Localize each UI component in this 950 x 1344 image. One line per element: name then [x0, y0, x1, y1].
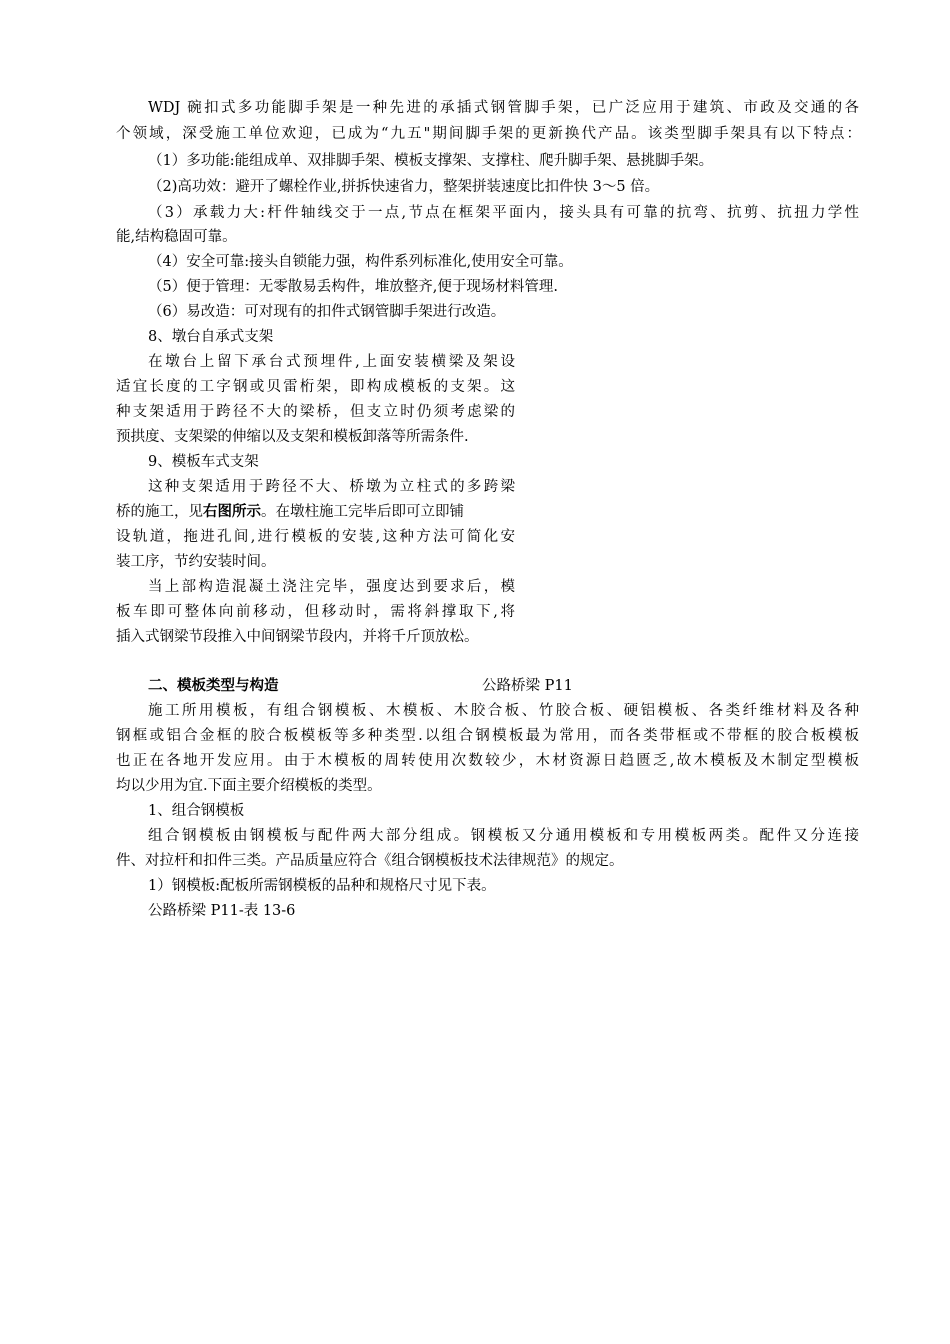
feature-item-5: （5）便于管理：无零散易丢构件，堆放整齐,便于现场材料管理.: [148, 279, 558, 295]
figure-reference: 右图所示: [203, 503, 261, 520]
subsection-1-line-2: 件、对拉杆和扣件三类。产品质量应符合《组合钢模板技术法律规范》的规定。: [116, 853, 624, 869]
part-2-paragraph-line-4: 均以少用为宜.下面主要介绍模板的类型。: [116, 778, 382, 794]
section-9-line-6: 板车即可整体向前移动，但移动时，需将斜撑取下,将: [116, 604, 515, 620]
section-8-line-4: 预拱度、支架梁的伸缩以及支架和模板卸落等所需条件.: [116, 429, 469, 445]
section-9-line-2: [116, 502, 464, 522]
section-9-heading: 9、模板车式支架: [148, 454, 259, 470]
section-9-line-1: 这种支架适用于跨径不大、桥墩为立柱式的多跨梁: [148, 479, 515, 495]
feature-item-6: （6）易改造：可对现有的扣件式钢管脚手架进行改造。: [148, 304, 506, 320]
section-8-line-1: 在墩台上留下承台式预埋件,上面安装横梁及架设: [148, 354, 515, 370]
section-9-line-3: 设轨道，拖进孔间,进行模板的安装,这种方法可简化安: [116, 529, 515, 545]
section-8-heading: 8、墩台自承式支架: [148, 329, 274, 345]
feature-item-3-line-1: （3）承载力大:杆件轴线交于一点,节点在框架平面内，接头具有可靠的抗弯、抗剪、抗扭力学性: [148, 205, 859, 221]
part-2-reference: 公路桥梁 P11: [482, 678, 573, 694]
part-2-paragraph-line-2: 钢框或铝合金框的胶合板模板等多种类型.以组合钢模板最为常用，而各类带框或不带框的胶合板模板: [116, 728, 859, 744]
feature-item-2: （2)高功效：避开了螺栓作业,拼拆快速省力，整架拼装速度比扣件快 3～5 倍。: [148, 179, 660, 195]
intro-paragraph-line-1: WDJ 碗扣式多功能脚手架是一种先进的承插式钢管脚手架，已广泛应用于建筑、市政及交通的各: [148, 100, 859, 116]
section-9-line-4: 装工序，节约安装时间。: [116, 554, 276, 570]
feature-item-1: （1）多功能:能组成单、双排脚手架、模板支撑架、支撑柱、爬升脚手架、悬挑脚手架。: [148, 153, 714, 169]
intro-paragraph-line-2: 个领域，深受施工单位欢迎，已成为“九五"期间脚手架的更新换代产品。该类型脚手架具有以下特点：: [116, 126, 861, 142]
section-9-line-7: 插入式钢梁节段推入中间钢梁节段内，并将千斤顶放松。: [116, 629, 479, 645]
feature-item-3-line-2: 能,结构稳固可靠。: [116, 229, 237, 245]
subsection-1-line-1: 组合钢模板由钢模板与配件两大部分组成。钢模板又分通用模板和专用模板两类。配件又分连接: [148, 828, 859, 844]
section-8-line-2: 适宜长度的工字钢或贝雷桁架，即构成模板的支架。这: [116, 379, 515, 395]
section-9-line-2-post: 。在墩柱施工完毕后即可立即铺: [261, 504, 464, 520]
part-2-paragraph-line-1: 施工所用模板，有组合钢模板、木模板、木胶合板、竹胶合板、硬铝模板、各类纤维材料及各种: [148, 703, 859, 719]
table-reference: 公路桥梁 P11-表 13-6: [148, 903, 296, 919]
section-8-line-3: 种支架适用于跨径不大的梁桥，但支立时仍须考虑梁的: [116, 404, 515, 420]
steel-formwork-item: 1）钢模板:配板所需钢模板的品种和规格尺寸见下表。: [148, 878, 496, 894]
section-9-line-5: 当上部构造混凝土浇注完毕，强度达到要求后，模: [148, 579, 515, 595]
subsection-1-heading: 1、组合钢模板: [148, 803, 245, 819]
section-9-line-2-pre: 桥的施工，见: [116, 504, 203, 520]
feature-item-4: （4）安全可靠:接头自锁能力强，构件系列标准化,使用安全可靠。: [148, 254, 573, 270]
part-2-paragraph-line-3: 也正在各地开发应用。由于木模板的周转使用次数较少，木材资源日趋匮乏,故木模板及木制定型模板: [116, 753, 859, 769]
part-2-heading: 二、模板类型与构造: [148, 677, 279, 694]
